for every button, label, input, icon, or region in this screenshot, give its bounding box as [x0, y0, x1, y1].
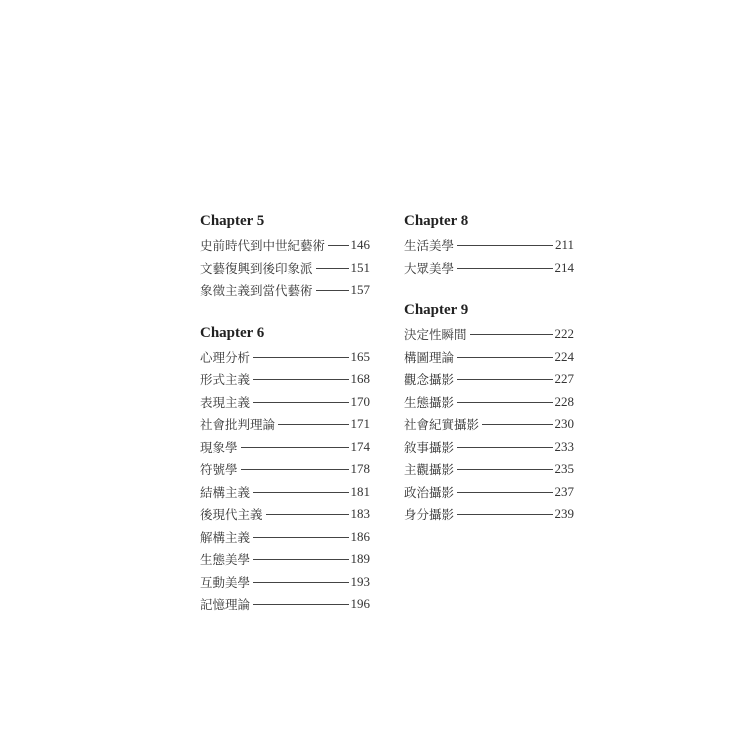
- toc-entry-page: 233: [554, 438, 574, 454]
- leader-line: [266, 514, 349, 515]
- leader-line: [457, 357, 552, 358]
- toc-entry-page: 165: [350, 348, 370, 364]
- toc-entry-title: 生態美學: [200, 552, 251, 568]
- toc-entry-title: 心理分析: [200, 349, 251, 365]
- toc-entry-page: 168: [350, 371, 370, 387]
- toc-entry[interactable]: [404, 413, 574, 436]
- leader-line: [457, 514, 552, 515]
- toc-entry[interactable]: [404, 503, 574, 526]
- toc-entry-page: 170: [350, 393, 370, 409]
- toc-entry[interactable]: [200, 391, 370, 414]
- leader-line: [253, 559, 348, 560]
- toc-entry-page: 228: [554, 393, 574, 409]
- leader-line: [253, 582, 348, 583]
- toc-entry-title: 構圖理論: [404, 349, 455, 365]
- toc-entry-page: 157: [350, 282, 370, 298]
- toc-entry-page: 151: [350, 259, 370, 275]
- toc-entry-title: 政治攝影: [404, 484, 455, 500]
- leader-line: [457, 492, 552, 493]
- toc-entry-page: 214: [554, 259, 574, 275]
- toc-entry-title: 大眾美學: [404, 260, 455, 276]
- toc-entry-title: 身分攝影: [404, 507, 455, 523]
- toc-entry[interactable]: [200, 458, 370, 481]
- toc-entry-title: 生活美學: [404, 238, 455, 254]
- toc-right-column: [404, 210, 574, 546]
- leader-line: [457, 447, 552, 448]
- toc-entry[interactable]: [200, 503, 370, 526]
- toc-entry-page: 237: [554, 483, 574, 499]
- toc-entry[interactable]: [404, 234, 574, 257]
- toc-entry-title: 表現主義: [200, 394, 251, 410]
- toc-entry[interactable]: [200, 234, 370, 257]
- toc-entry-title: 記憶理論: [200, 597, 251, 613]
- toc-entry-title: 生態攝影: [404, 394, 455, 410]
- toc-entry[interactable]: [404, 346, 574, 369]
- toc-entry-title: 社會紀實攝影: [404, 417, 480, 433]
- leader-line: [241, 469, 349, 470]
- toc-entry[interactable]: [200, 593, 370, 616]
- toc-entry[interactable]: [404, 323, 574, 346]
- toc-entry[interactable]: [200, 548, 370, 571]
- leader-line: [457, 268, 552, 269]
- toc-entry[interactable]: [404, 257, 574, 280]
- toc-entry-title: 史前時代到中世紀藝術: [200, 238, 326, 254]
- toc-entry-title: 主觀攝影: [404, 462, 455, 478]
- chapter-heading: Chapter 5: [200, 213, 265, 229]
- toc-entry-title: 社會批判理論: [200, 417, 276, 433]
- toc-entry-page: 230: [554, 416, 574, 432]
- toc-entry-page: 146: [350, 237, 370, 253]
- leader-line: [316, 268, 349, 269]
- toc-entry[interactable]: [200, 257, 370, 280]
- toc-entry-page: 211: [554, 237, 574, 253]
- toc-entry-page: 235: [554, 461, 574, 477]
- toc-entry[interactable]: [200, 436, 370, 459]
- leader-line: [241, 447, 349, 448]
- toc-entry-page: 193: [350, 573, 370, 589]
- leader-line: [482, 424, 552, 425]
- toc-entry[interactable]: [200, 413, 370, 436]
- toc-entry[interactable]: [200, 279, 370, 302]
- toc-entry-title: 結構主義: [200, 484, 251, 500]
- chapter-heading: Chapter 6: [200, 324, 265, 341]
- toc-entry[interactable]: [200, 368, 370, 391]
- toc-entry-title: 決定性瞬間: [404, 327, 467, 343]
- toc-entry[interactable]: [200, 526, 370, 549]
- leader-line: [278, 424, 348, 425]
- toc-entry-title: 符號學: [200, 462, 238, 478]
- toc-entry-title: 形式主義: [200, 372, 251, 388]
- leader-line: [316, 290, 349, 291]
- toc-entry-page: 227: [554, 371, 574, 387]
- chapter-9-section: [404, 299, 574, 526]
- leader-line: [470, 334, 553, 335]
- leader-line: [253, 492, 348, 493]
- toc-entry-page: 196: [350, 596, 370, 612]
- chapter-5-section: [200, 210, 370, 302]
- toc-entry-page: 222: [554, 326, 574, 342]
- chapter-heading: Chapter 9: [404, 302, 469, 318]
- leader-line: [253, 604, 348, 605]
- toc-entry-title: 敘事攝影: [404, 439, 455, 455]
- toc-entry-title: 現象學: [200, 439, 238, 455]
- toc-entry-page: 178: [350, 461, 370, 477]
- toc-entry-page: 181: [350, 483, 370, 499]
- leader-line: [253, 379, 348, 380]
- toc-entry[interactable]: [404, 481, 574, 504]
- toc-entry-title: 互動美學: [200, 574, 251, 590]
- toc-entry-title: 象徵主義到當代藝術: [200, 283, 313, 299]
- toc-entry-page: 174: [350, 438, 370, 454]
- toc-entry[interactable]: [404, 391, 574, 414]
- toc-entry-page: 183: [350, 506, 370, 522]
- toc-entry[interactable]: [404, 368, 574, 391]
- leader-line: [253, 402, 348, 403]
- toc-entry-title: 解構主義: [200, 529, 251, 545]
- toc-entry[interactable]: [200, 481, 370, 504]
- leader-line: [457, 379, 552, 380]
- toc-entry[interactable]: [200, 346, 370, 369]
- leader-line: [253, 537, 348, 538]
- toc-entry-title: 文藝復興到後印象派: [200, 260, 313, 276]
- leader-line: [457, 245, 553, 246]
- toc-entry-title: 觀念攝影: [404, 372, 455, 388]
- toc-entry-page: 186: [350, 528, 370, 544]
- toc-entry-page: 224: [554, 348, 574, 364]
- toc-entry-page: 171: [350, 416, 370, 432]
- chapter-heading: Chapter 8: [404, 213, 469, 229]
- toc-entry[interactable]: [200, 571, 370, 594]
- chapter-8-section: [404, 210, 574, 279]
- toc-left-column: [200, 210, 370, 636]
- toc-entry-title: 後現代主義: [200, 507, 263, 523]
- toc-entry-page: 189: [350, 551, 370, 567]
- leader-line: [457, 469, 552, 470]
- toc-entry-page: 239: [554, 506, 574, 522]
- chapter-6-section: [200, 322, 370, 616]
- leader-line: [457, 402, 552, 403]
- leader-line: [253, 357, 348, 358]
- toc-entry[interactable]: [404, 436, 574, 459]
- toc-entry[interactable]: [404, 458, 574, 481]
- leader-line: [328, 245, 348, 246]
